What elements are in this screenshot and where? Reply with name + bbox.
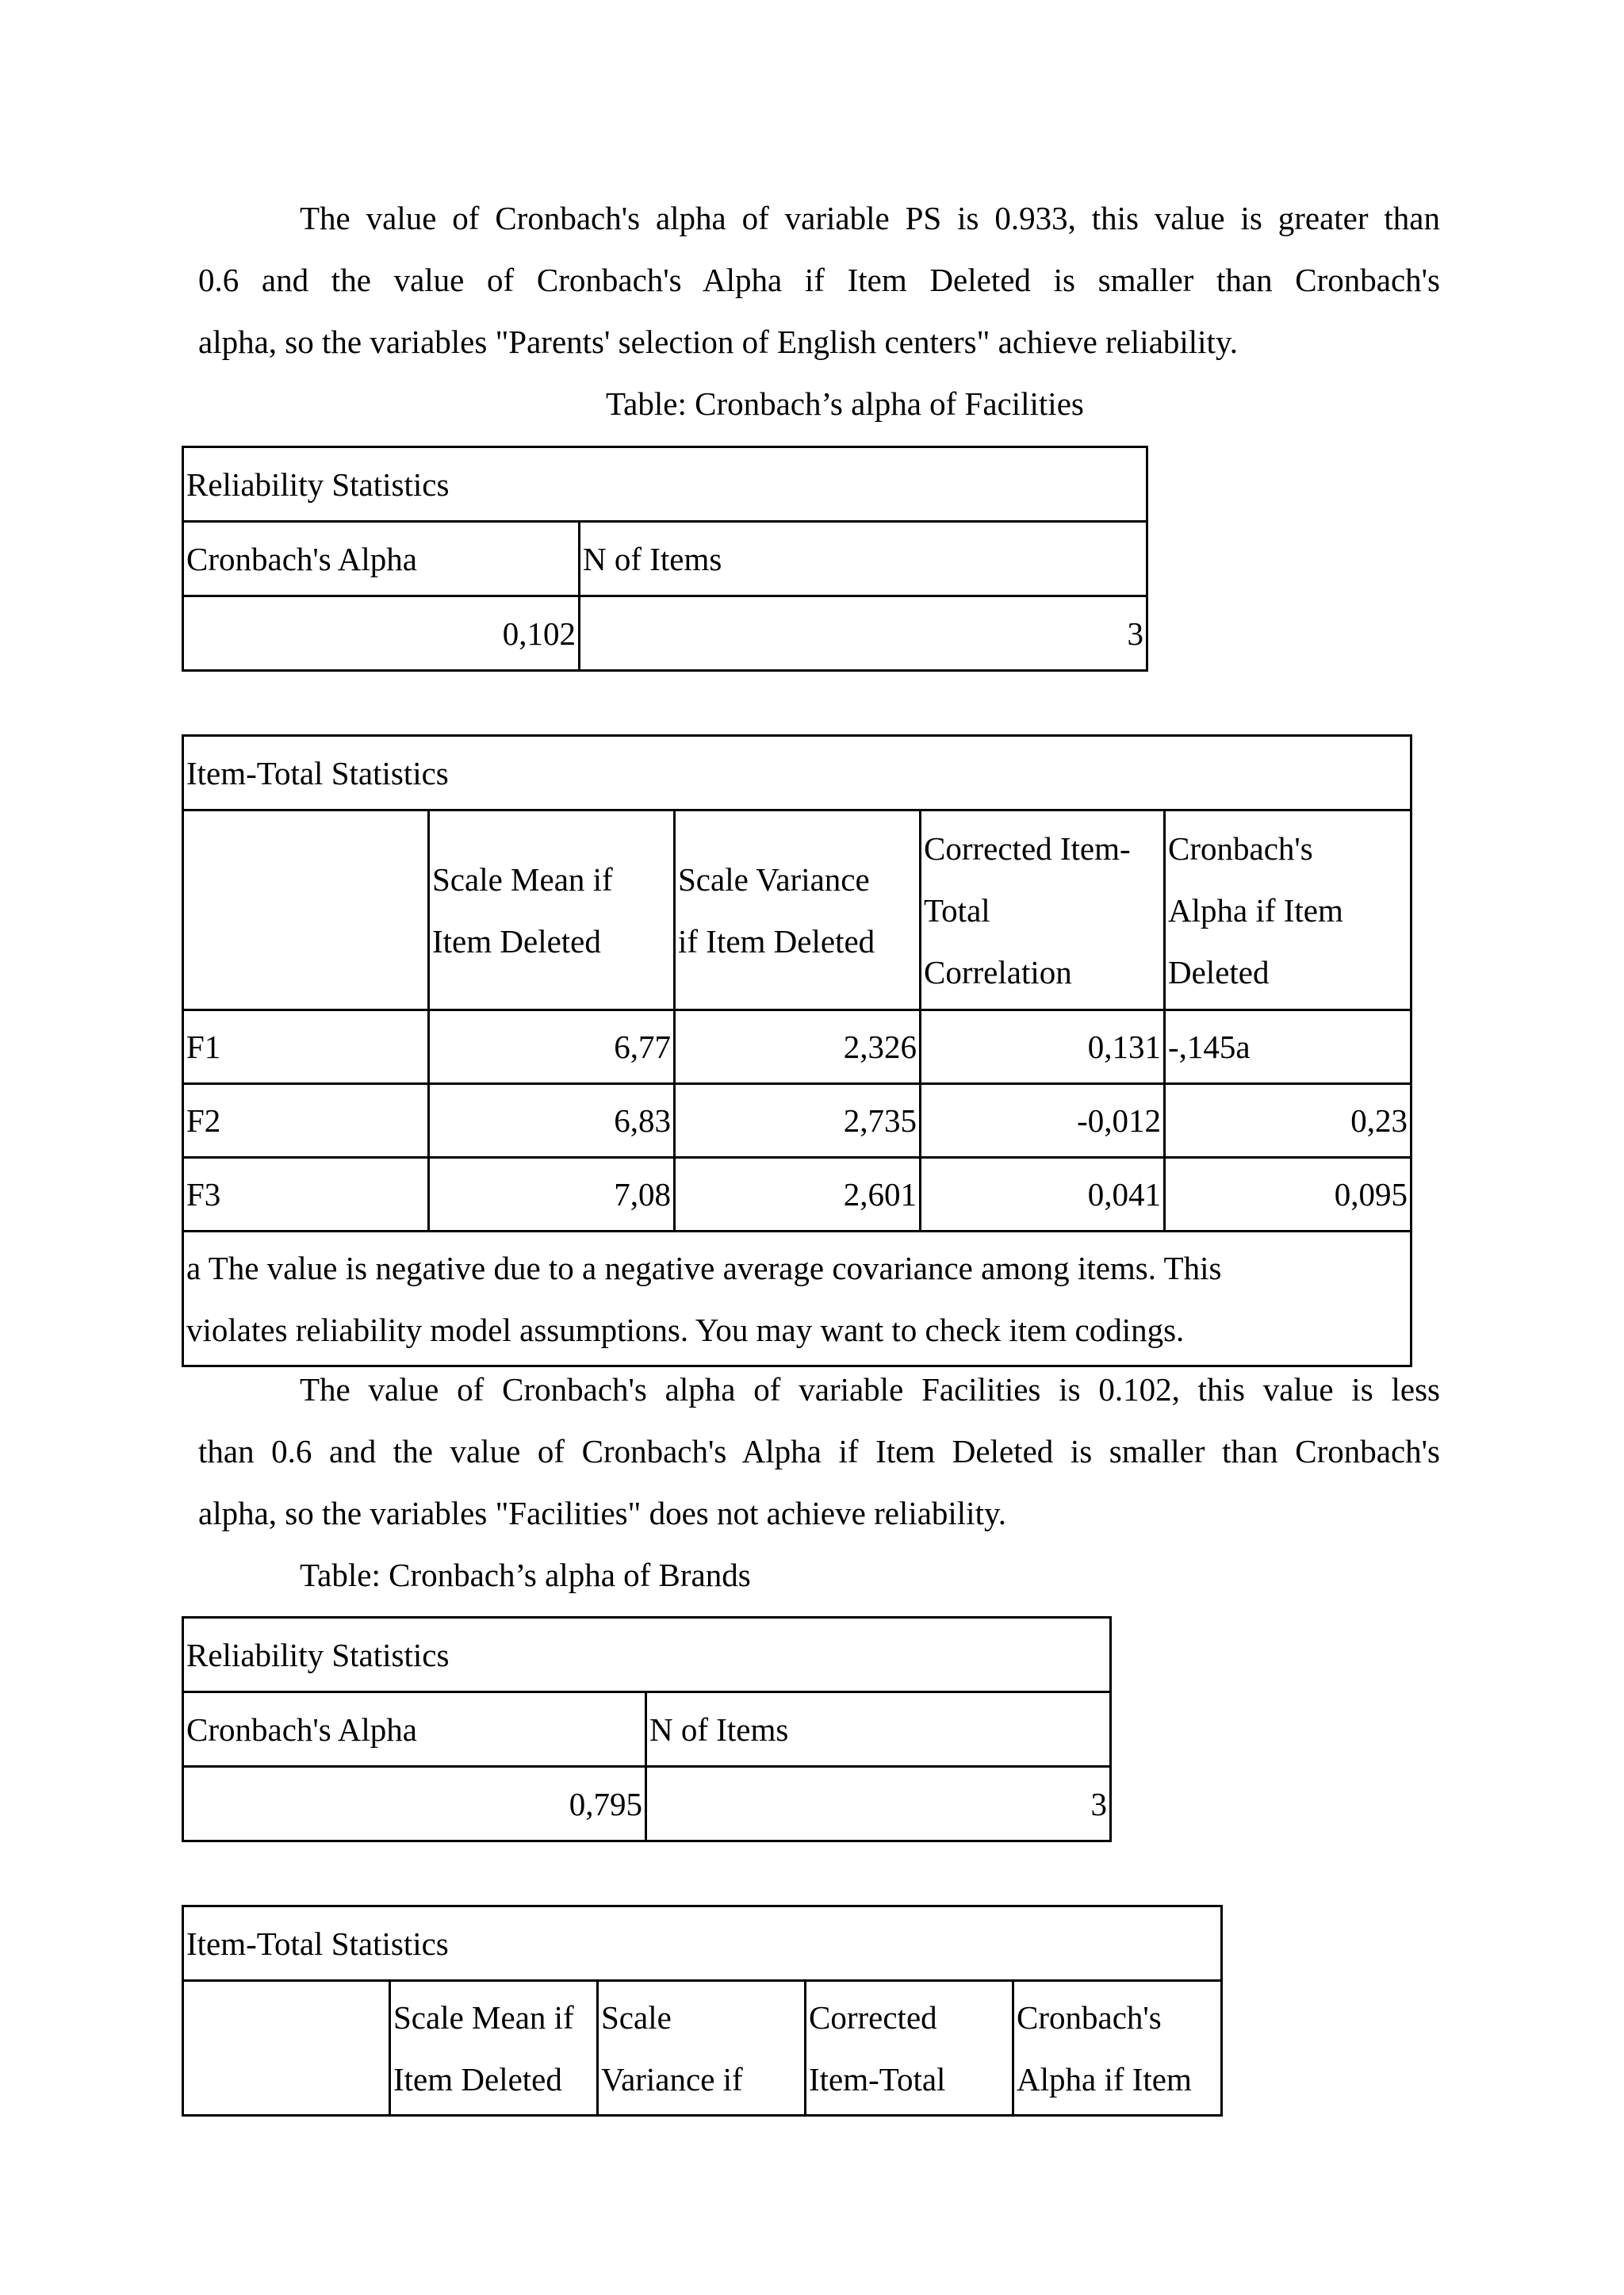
table-title: Reliability Statistics bbox=[183, 1618, 1111, 1692]
scale-mean-value: 7,08 bbox=[429, 1158, 675, 1232]
column-header-scale-mean: Scale Mean if Item Deleted bbox=[390, 1981, 598, 2116]
column-header-corrected-correlation: Corrected Item- Total Correlation bbox=[921, 810, 1165, 1010]
column-header-scale-variance: Scale Variance if bbox=[598, 1981, 806, 2116]
alpha-if-deleted-value: -,145a bbox=[1165, 1010, 1411, 1084]
scale-variance-value: 2,601 bbox=[675, 1158, 921, 1232]
table-title: Item-Total Statistics bbox=[183, 736, 1411, 810]
table-caption-facilities: Table: Cronbach’s alpha of Facilities bbox=[606, 385, 1084, 422]
column-header-corrected-correlation: Corrected Item-Total bbox=[806, 1981, 1013, 2116]
paragraph-line: The value of Cronbach's alpha of variable Facilities is 0.102, this value is less bbox=[300, 1371, 1440, 1408]
brands-reliability-table bbox=[182, 1616, 1112, 1842]
corrected-correlation-value: -0,012 bbox=[921, 1084, 1165, 1158]
alpha-if-deleted-value: 0,095 bbox=[1165, 1158, 1411, 1232]
column-header-cronbach-alpha: Cronbach's Alpha bbox=[183, 1692, 646, 1767]
scale-variance-value: 2,735 bbox=[675, 1084, 921, 1158]
paragraph-facilities-reliability bbox=[198, 1358, 1440, 1544]
item-label: F3 bbox=[183, 1158, 429, 1232]
table-title: Reliability Statistics bbox=[183, 447, 1147, 522]
header-empty-cell bbox=[183, 1981, 390, 2116]
table-footnote: a The value is negative due to a negative average covariance among items. This violates reliability model assumptions. You may want to check item codings. bbox=[183, 1232, 1411, 1366]
item-label: F2 bbox=[183, 1084, 429, 1158]
table-row bbox=[183, 1158, 1411, 1232]
table-row bbox=[183, 1084, 1411, 1158]
table-caption-brands: Table: Cronbach’s alpha of Brands bbox=[300, 1557, 751, 1593]
brands-item-total-table bbox=[182, 1905, 1223, 2117]
facilities-reliability-table bbox=[182, 446, 1148, 672]
scale-mean-value: 6,83 bbox=[429, 1084, 675, 1158]
column-header-n-items: N of Items bbox=[580, 522, 1147, 596]
table-row bbox=[183, 1010, 1411, 1084]
corrected-correlation-value: 0,041 bbox=[921, 1158, 1165, 1232]
column-header-alpha-if-deleted: Cronbach's Alpha if Item Deleted bbox=[1165, 810, 1411, 1010]
table-title: Item-Total Statistics bbox=[183, 1906, 1222, 1981]
paragraph-ps-reliability bbox=[198, 187, 1440, 373]
paragraph-line: 0.6 and the value of Cronbach's Alpha if Item Deleted is smaller than Cronbach's bbox=[198, 262, 1440, 298]
corrected-correlation-value: 0,131 bbox=[921, 1010, 1165, 1084]
n-items-value: 3 bbox=[646, 1767, 1111, 1841]
item-label: F1 bbox=[183, 1010, 429, 1084]
column-header-cronbach-alpha: Cronbach's Alpha bbox=[183, 522, 580, 596]
header-empty-cell bbox=[183, 810, 429, 1010]
paragraph-line: The value of Cronbach's alpha of variable PS is 0.933, this value is greater than bbox=[300, 200, 1440, 236]
column-header-n-items: N of Items bbox=[646, 1692, 1111, 1767]
scale-variance-value: 2,326 bbox=[675, 1010, 921, 1084]
paragraph-line: alpha, so the variables "Facilities" does not achieve reliability. bbox=[198, 1495, 1007, 1531]
alpha-if-deleted-value: 0,23 bbox=[1165, 1084, 1411, 1158]
column-header-alpha-if-deleted: Cronbach's Alpha if Item bbox=[1013, 1981, 1222, 2116]
scale-mean-value: 6,77 bbox=[429, 1010, 675, 1084]
cronbach-alpha-value: 0,795 bbox=[183, 1767, 646, 1841]
paragraph-line: alpha, so the variables "Parents' selection of English centers" achieve reliability. bbox=[198, 324, 1239, 360]
column-header-scale-mean: Scale Mean if Item Deleted bbox=[429, 810, 675, 1010]
paragraph-line: than 0.6 and the value of Cronbach's Alpha if Item Deleted is smaller than Cronbach's bbox=[198, 1433, 1440, 1469]
facilities-item-total-table bbox=[182, 734, 1412, 1367]
cronbach-alpha-value: 0,102 bbox=[183, 596, 580, 671]
n-items-value: 3 bbox=[580, 596, 1147, 671]
column-header-scale-variance: Scale Variance if Item Deleted bbox=[675, 810, 921, 1010]
